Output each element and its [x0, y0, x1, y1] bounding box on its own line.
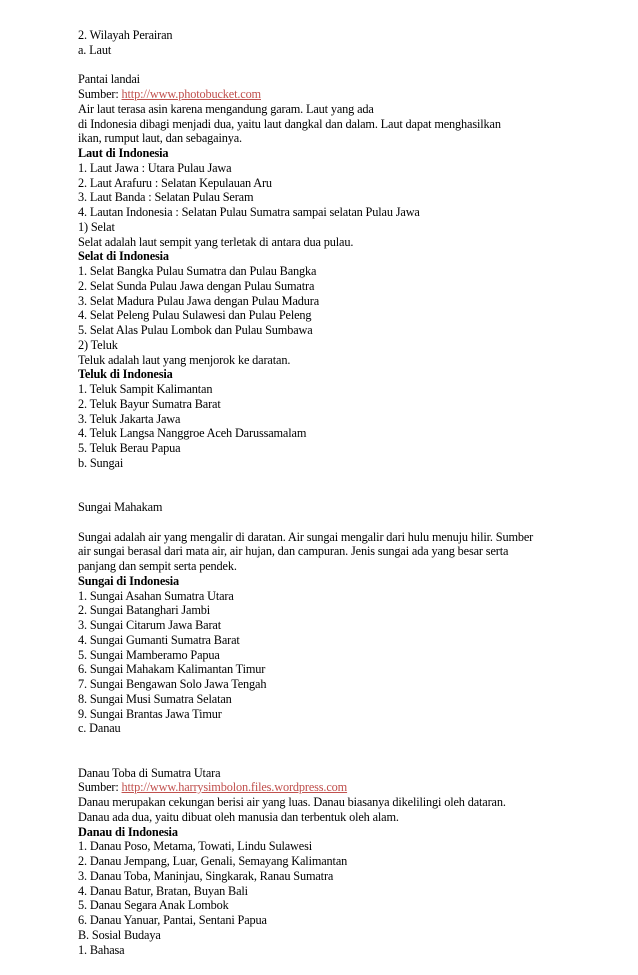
- paragraph-line: Selat adalah laut sempit yang terletak di antara dua pulau.: [78, 234, 354, 249]
- paragraph-line: panjang dan sempit serta pendek.: [78, 559, 237, 573]
- list-item: 4. Sungai Gumanti Sumatra Barat: [78, 632, 240, 647]
- list-item: 6. Sungai Mahakam Kalimantan Timur: [78, 662, 266, 677]
- list-item: 2. Laut Arafuru : Selatan Kepulauan Aru: [78, 175, 272, 190]
- section-heading-wilayah-perairan: 2. Wilayah Perairan: [78, 28, 173, 42]
- list-title-laut: Laut di Indonesia: [78, 146, 169, 160]
- subheading-bahasa: 1. Bahasa: [78, 942, 125, 957]
- paragraph-line: Sungai adalah air yang mengalir di daratan. Air sungai mengalir dari hulu menuju hilir. Sumber: [78, 529, 534, 544]
- section-heading-sosial-budaya: B. Sosial Budaya: [78, 927, 161, 942]
- list-item: 3. Teluk Jakarta Jawa: [78, 411, 181, 426]
- paragraph-line: ikan, rumput laut, dan sebagainya.: [78, 131, 242, 146]
- list-item: 9. Sungai Brantas Jawa Timur: [78, 706, 222, 721]
- list-item: 3. Sungai Citarum Jawa Barat: [78, 618, 221, 632]
- list-item: 1. Laut Jawa : Utara Pulau Jawa: [78, 160, 232, 175]
- subheading-teluk: 2) Teluk: [78, 337, 118, 352]
- list-item: 3. Danau Toba, Maninjau, Singkarak, Ranau Sumatra: [78, 868, 334, 883]
- list-item: 1. Danau Poso, Metama, Towati, Lindu Sulawesi: [78, 839, 312, 854]
- list-title-selat: Selat di Indonesia: [78, 249, 169, 264]
- list-item: 5. Sungai Mamberamo Papua: [78, 647, 220, 662]
- list-item: 4. Lautan Indonesia : Selatan Pulau Sumatra sampai selatan Pulau Jawa: [78, 205, 420, 219]
- list-item: 1. Sungai Asahan Sumatra Utara: [78, 588, 234, 603]
- list-item: 5. Selat Alas Pulau Lombok dan Pulau Sumbawa: [78, 323, 313, 337]
- paragraph-line: Air laut terasa asin karena mengandung garam. Laut yang ada: [78, 101, 374, 116]
- paragraph-line: Danau ada dua, yaitu dibuat oleh manusia dan terbentuk oleh alam.: [78, 809, 399, 824]
- list-title-danau: Danau di Indonesia: [78, 824, 178, 839]
- list-item: 1. Teluk Sampit Kalimantan: [78, 382, 213, 396]
- image-caption-danau: Danau Toba di Sumatra Utara: [78, 765, 221, 780]
- list-item: 2. Selat Sunda Pulau Jawa dengan Pulau Sumatra: [78, 278, 315, 293]
- source-line-laut: [78, 87, 618, 102]
- list-title-sungai: Sungai di Indonesia: [78, 573, 180, 588]
- source-link-photobucket[interactable]: http://www.photobucket.com: [121, 87, 261, 101]
- subheading-danau: c. Danau: [78, 721, 121, 736]
- paragraph-line: air sungai berasal dari mata air, air hujan, dan campuran. Jenis sungai ada yang besar serta: [78, 544, 509, 559]
- source-link-harrysimbolon[interactable]: http://www.harrysimbolon.files.wordpress.com: [121, 780, 348, 795]
- list-item: 6. Danau Yanuar, Pantai, Sentani Papua: [78, 913, 267, 927]
- paragraph-line: Teluk adalah laut yang menjorok ke daratan.: [78, 352, 291, 367]
- list-item: 5. Teluk Berau Papua: [78, 441, 181, 455]
- source-label: Sumber:: [78, 780, 122, 795]
- subheading-laut: a. Laut: [78, 42, 112, 57]
- image-caption-pantai: Pantai landai: [78, 72, 140, 87]
- list-item: 4. Teluk Langsa Nanggroe Aceh Darussamalam: [78, 426, 307, 441]
- list-item: 2. Teluk Bayur Sumatra Barat: [78, 396, 221, 411]
- source-line-danau: [78, 780, 618, 795]
- list-item: 3. Selat Madura Pulau Jawa dengan Pulau Madura: [78, 293, 320, 308]
- list-item: 8. Sungai Musi Sumatra Selatan: [78, 691, 232, 706]
- paragraph-line: Danau merupakan cekungan berisi air yang luas. Danau biasanya dikelilingi oleh dataran.: [78, 795, 506, 809]
- list-item: 4. Danau Batur, Bratan, Buyan Bali: [78, 883, 248, 898]
- subheading-selat: 1) Selat: [78, 219, 115, 234]
- list-item: 1. Selat Bangka Pulau Sumatra dan Pulau Bangka: [78, 264, 317, 278]
- paragraph-line: di Indonesia dibagi menjadi dua, yaitu laut dangkal dan dalam. Laut dapat menghasilkan: [78, 116, 501, 131]
- list-item: 4. Selat Peleng Pulau Sulawesi dan Pulau Peleng: [78, 308, 312, 323]
- list-item: 2. Sungai Batanghari Jambi: [78, 603, 211, 618]
- subheading-sungai: b. Sungai: [78, 455, 124, 470]
- list-item: 5. Danau Segara Anak Lombok: [78, 898, 229, 913]
- list-item: 3. Laut Banda : Selatan Pulau Seram: [78, 190, 254, 205]
- source-label: Sumber:: [78, 87, 122, 101]
- image-caption-sungai: Sungai Mahakam: [78, 500, 163, 514]
- list-item: 2. Danau Jempang, Luar, Genali, Semayang Kalimantan: [78, 854, 348, 868]
- list-item: 7. Sungai Bengawan Solo Jawa Tengah: [78, 677, 267, 691]
- list-title-teluk: Teluk di Indonesia: [78, 367, 173, 382]
- document-page: [78, 28, 618, 957]
